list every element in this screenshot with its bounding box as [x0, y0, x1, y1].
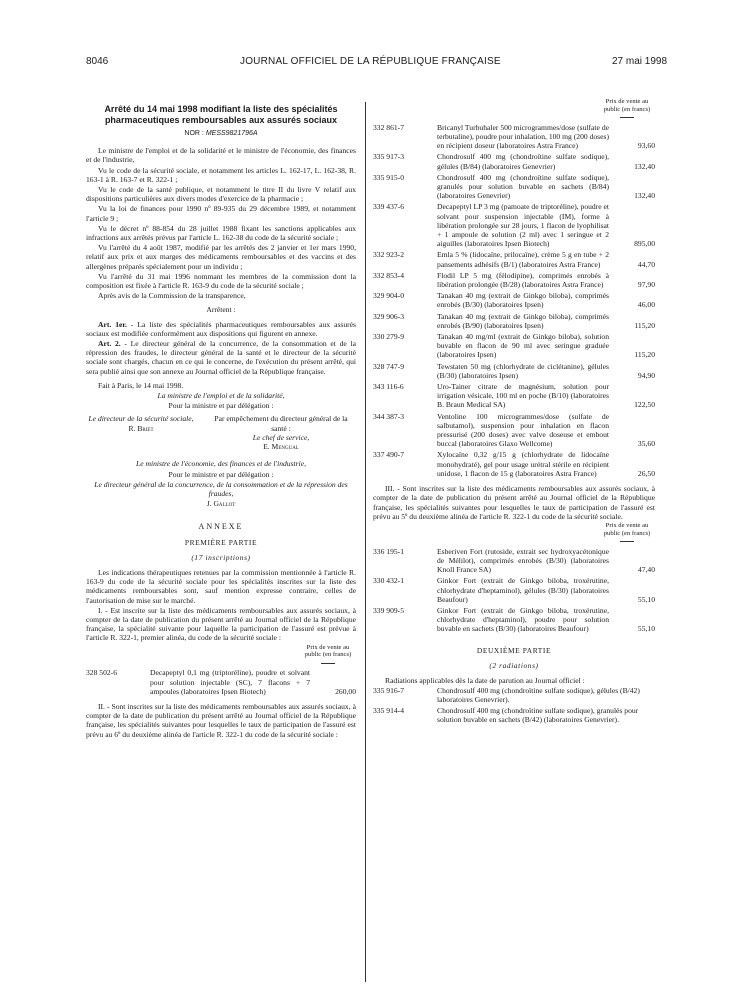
public-price: 44,70: [637, 259, 655, 269]
minister-1: La ministre de l'emploi et de la solidarité,: [157, 391, 285, 401]
cip-code: 339 437-6: [373, 202, 405, 212]
public-price: 47,40: [637, 565, 655, 575]
public-price: 115,20: [634, 320, 655, 330]
product-description: Esberiven Fort (rutoside, extrait sec hydroxyacétonique de Mélilot), comprimés enrobés (B/30) (laboratoires Knoll France SA): [437, 546, 609, 575]
product-description: Chondrosulf 400 mg (chondroïtine sulfate sodique), granulés pour solution buvable en sachets (B/42) (laboratoires Genevrier).: [437, 705, 639, 724]
public-price: 93,60: [637, 141, 655, 151]
entries-part-1: [86, 668, 356, 696]
product-description: Emla 5 % (lidocaïne, prilocaïne), crème 5 g en tube + 2 pansements adhésifs (B/1) (laboratoires Astra France): [437, 250, 609, 269]
signature-left: [86, 414, 196, 451]
page-number: 8046: [86, 56, 109, 67]
signature-right-intro: Par empêchement du directeur général de la santé :: [214, 414, 348, 433]
part-3-text: III. - Sont inscrites sur la liste des médicaments remboursables aux assurés sociaux, à compter de la date de publication du présent arrêté au Journal officiel de la République française, les spécialités suivantes pour lesquelles le taux de participation de l'assuré est prévu au 5º du deuxième alinéa de l'article R. 322-1 du code de la sécurité sociale.: [373, 484, 655, 521]
public-price: 55,10: [637, 624, 655, 634]
signature-3-name: J. Gallot: [206, 499, 236, 509]
column-divider: [365, 102, 366, 982]
public-price: 46,00: [637, 300, 655, 310]
radiations-count: (2 radiations): [489, 660, 539, 670]
product-description: Uro-Tainer citrate de magnésium, solution pour irrigation vésicale, 100 ml en poche (B/10) (laboratoires B. Braun Medical SA): [437, 382, 609, 410]
cip-code: 335 915-0: [373, 172, 405, 182]
list-entry: [373, 362, 655, 380]
product-description: Ginkor Fort (extrait de Ginkgo biloba, troxérutine, chlorhydrate d'heptaminol), gélules (B/30) (laboratoires Beaufour): [437, 576, 609, 604]
cip-code: 339 909-5: [373, 605, 405, 615]
product-description: Bricanyl Turbuhaler 500 microgrammes/dose (sulfate de terbutaline), poudre pour inhalation, 100 mg (200 doses) en récipient doseur (laboratoires Astra France): [437, 122, 609, 151]
list-entry: [86, 668, 356, 696]
list-entry: [373, 547, 655, 575]
issue-date: 27 mai 1998: [612, 56, 668, 67]
price-header-right-text: Prix de vente au public (en francs): [603, 98, 651, 113]
cip-code: 330 432-1: [373, 576, 405, 586]
cip-code: 328 747-9: [373, 361, 405, 371]
radiation-entry: [373, 706, 655, 724]
decree-title: Arrêté du 14 mai 1998 modifiant la liste des spécialités pharmaceutiques remboursables aux assurés sociaux: [104, 104, 338, 125]
right-column: [373, 98, 655, 725]
list-entry: [373, 250, 655, 268]
price-header-left-text: Prix de vente au public (en francs): [304, 643, 352, 659]
price-header-right-2: [599, 522, 655, 545]
annex-intro: Les indications thérapeutiques retenues par la commission mentionnée à l'article R. 163-9 du code de la sécurité sociale pour les spécialités inscrites sur la liste des médicaments remboursables sont, sauf mention expresse contraire, celles de l'autorisation de mise sur le marché.: [86, 567, 356, 605]
signature-row: [86, 414, 356, 451]
public-price: 97,90: [637, 280, 655, 290]
list-entry: [373, 450, 655, 478]
preamble-paragraph: Vu le code de la sécurité sociale, et notamment les articles L. 162-17, L. 162-38, R. 163-1 à R. 163-7 et R. 322-1 ;: [86, 165, 356, 184]
part-1-text: I. - Est inscrite sur la liste des médicaments remboursables aux assurés sociaux, à compter de la date de publication du présent arrêté au Journal officiel de la République française, la spécialité suivante pour laquelle la participation de l'assuré est prévue à l'article R. 322-1, premier alinéa, du code de la sécurité sociale :: [86, 605, 356, 643]
public-price: 260,00: [335, 686, 356, 696]
cip-code: 336 195-1: [373, 546, 405, 556]
cip-code: 335 914-4: [373, 705, 405, 715]
article-2: [86, 339, 356, 376]
public-price: 94,90: [637, 370, 655, 380]
signature-right-name: E. Mengual: [263, 442, 299, 452]
article-2-label: Art. 2.: [98, 339, 121, 349]
cip-code: 343 116-6: [373, 382, 404, 392]
minister-2: Le ministre de l'économie, des finances et de l'industrie,: [136, 459, 306, 469]
public-price: 132,40: [634, 161, 655, 171]
list-entry: [373, 382, 655, 410]
cip-code: 332 923-2: [373, 250, 405, 260]
cip-code: 335 917-3: [373, 152, 405, 162]
preamble-paragraph: Vu le code de la santé publique, et notamment le titre II du livre V relatif aux dispositions particulières aux divers modes d'exercice de la pharmacie ;: [86, 185, 356, 204]
radiations-intro: Radiations applicables dès la date de parution au Journal officiel :: [385, 675, 585, 685]
nor-reference: [86, 129, 356, 138]
list-entry: [373, 412, 655, 449]
cip-code: 330 279-9: [373, 332, 405, 342]
price-header-right-2-text: Prix de vente au public (en francs): [603, 521, 651, 537]
product-description: Xylocaïne 0,32 g/15 g (chlorhydrate de lidocaïne monohydraté), gel pour usage urétral stérile en récipient unidose, 1 flacon de 15 g (laboratoires Astra France): [437, 450, 609, 478]
list-entry: [373, 271, 655, 289]
premiere-partie: PREMIÈRE PARTIE: [184, 537, 258, 547]
list-entry: [373, 332, 655, 360]
signature-right: [206, 414, 356, 451]
product-description: Tanakan 40 mg (extrait de Ginkgo biloba), comprimés enrobés (B/30) (laboratoires Ipsen): [437, 291, 609, 310]
preamble-paragraph: Vu l'arrêté du 4 août 1987, modifié par les arrêtés des 2 janvier et 1er mars 1990, relatif aux prix et aux marges des médicaments remboursables et des vaccins et des allergènes préparés spécialement pour un individu ;: [86, 243, 356, 271]
inscriptions-count: (17 inscriptions): [191, 552, 251, 562]
list-entry: [373, 152, 655, 170]
radiation-entries: [373, 686, 655, 724]
cip-code: 337 490-7: [373, 450, 405, 460]
entries-part-3: [373, 547, 655, 634]
radiation-entry: [373, 686, 655, 704]
preamble-paragraph: Vu le décret nº 88-854 du 28 juillet 1988 fixant les sanctions applicables aux infractions aux arrêtés prévus par l'article L. 162-38 du code de la sécurité sociale ;: [86, 223, 356, 243]
signature-right-role: Le chef de service,: [252, 432, 310, 442]
product-description: Chondrosulf 400 mg (chondroïtine sulfate sodique), gélules (B/42) laboratoires Genevrier).: [437, 686, 640, 705]
signature-3-role: Le directeur général de la concurrence, de la consommation et de la répression des fraudes,: [94, 479, 348, 498]
preamble-paragraph: Vu l'arrêté du 31 mai 1996 nommant les membres de la commission dont la composition est fixée à l'article R. 163-9 du code de la sécurité sociale ;: [86, 271, 356, 291]
product-description: Tewstaten 50 mg (chlorhydrate de ciclétanine), gélules (B/30) (laboratoires Ipsen): [437, 361, 609, 380]
article-2-text: - Le directeur général de la concurrence, de la consommation et de la répression des fraudes, le directeur général de la santé et le directeur de la sécurité sociale sont chargés, chacun en ce qui le concerne, de l'exécution du présent arrêté, qui sera publié ainsi que son annexe au Journal officiel de la République française.: [86, 339, 356, 376]
part-2-text: II. - Sont inscrites sur la liste des médicaments remboursables aux assurés sociaux, à compter de la date de publication du présent arrêté au Journal officiel de la République française, les spécialités suivantes pour lesquelles le taux de participation de l'assuré est prévu au 6º du deuxième alinéa de l'article R. 322-1 du code de la sécurité sociale :: [86, 701, 356, 739]
public-price: 895,00: [634, 239, 655, 249]
public-price: 115,20: [634, 350, 655, 360]
product-description: Flodil LP 5 mg (félodipine), comprimés enrobés à libération prolongée (B/28) (laboratoires Astra France): [437, 270, 609, 290]
price-header-right: [599, 98, 655, 121]
product-description: Decapeptyl LP 3 mg (pamoate de triptoréline), poudre et solvant pour suspension injectable (IM), forme à libération prolongée sur 28 jours, 1 flacon de lyophilisat + 1 ampoule de solution (2 ml) avec 1 seringue et 2 aiguilles (laboratoires Ipsen Biotech): [437, 202, 609, 249]
arretent: Arrêtent :: [206, 305, 236, 315]
preamble-paragraph: Vu la loi de finances pour 1990 nº 89-935 du 29 décembre 1989, et notamment l'article 9 ;: [86, 204, 356, 223]
product-description: Tanakan 40 mg/ml (extrait de Ginkgo biloba), solution buvable en flacon de 90 ml avec seringue graduée (laboratoires Ipsen): [437, 332, 609, 360]
public-price: 35,60: [637, 439, 655, 449]
product-description: Decapeptyl 0,1 mg (triptoréline), poudre et solvant pour solution injectable (SC), 7 flacons + 7 ampoules (laboratoires Ipsen Biotech): [150, 668, 310, 696]
signature-left-name: R. Briet: [128, 423, 154, 433]
cip-code: 329 904-0: [373, 291, 405, 301]
delegation-2: Pour le ministre et par délégation :: [168, 469, 274, 479]
article-1-label: Art. 1er.: [98, 319, 127, 329]
delegation-1: Pour la ministre et par délégation :: [168, 401, 274, 411]
preamble: [86, 146, 356, 300]
cip-code: 332 861-7: [373, 122, 405, 132]
cip-code: 344 387-3: [373, 411, 405, 421]
fait-a-paris: Fait à Paris, le 14 mai 1998.: [98, 380, 184, 390]
preamble-paragraph: Après avis de la Commission de la transparence,: [98, 291, 246, 301]
article-1-text: - La liste des spécialités pharmaceutiques remboursables aux assurés sociaux est modifiée conformément aux dispositions qui figurent en annexe.: [86, 319, 357, 338]
product-description: Chondrosulf 400 mg (chondroïtine sulfate sodique), gélules (B/84) (laboratoires Genevrier): [437, 152, 609, 171]
deuxieme-partie: DEUXIÈME PARTIE: [476, 645, 552, 655]
left-column: [86, 104, 356, 740]
product-description: Chondrosulf 400 mg (chondroïtine sulfate sodique), granulés pour solution buvable en sachets (B/84) (laboratoires Genevrier): [437, 172, 609, 201]
list-entry: [373, 312, 655, 330]
public-price: 55,10: [637, 594, 655, 604]
list-entry: [373, 123, 655, 151]
product-description: Tanakan 40 mg (extrait de Ginkgo biloba), comprimés enrobés (B/90) (laboratoires Ipsen): [437, 311, 609, 330]
cip-code: 329 906-3: [373, 311, 405, 321]
cip-code: 335 916-7: [373, 686, 405, 696]
list-entry: [373, 173, 655, 201]
list-entry: [373, 202, 655, 248]
product-description: Ventoline 100 microgrammes/dose (sulfate de salbutamol), suspension pour inhalation en flacon pressurisé (200 doses) avec valve doseuse et embout buccal (laboratoires Glaxo Wellcome): [437, 411, 609, 449]
entries-part-2: [373, 123, 655, 478]
list-entry: [373, 291, 655, 309]
journal-title: JOURNAL OFFICIEL DE LA RÉPUBLIQUE FRANÇAISE: [240, 56, 501, 67]
cip-code: 328 502-6: [86, 668, 118, 678]
signature-left-role: Le directeur de la sécurité sociale,: [88, 414, 194, 424]
nor-label: NOR :: [184, 130, 204, 137]
page-header: [0, 56, 731, 70]
list-entry: [373, 606, 655, 634]
preamble-paragraph: Le ministre de l'emploi et de la solidarité et le ministre de l'économie, des finances et de l'industrie,: [86, 146, 356, 165]
public-price: 132,40: [634, 191, 655, 201]
cip-code: 332 853-4: [373, 270, 405, 280]
list-entry: [373, 576, 655, 604]
product-description: Ginkor Fort (extrait de Ginkgo biloba, troxérutine, chlorhydrate d'heptaminol), poudre pour solution buvable en sachets (B/30) (laboratoires Beaufour): [437, 605, 609, 634]
nor-code: MESS9821796A: [205, 130, 258, 137]
article-1: [86, 320, 356, 338]
public-price: 26,50: [637, 468, 655, 478]
price-header-left: [300, 644, 356, 667]
annexe-heading: ANNEXE: [198, 522, 244, 532]
public-price: 122,50: [634, 400, 655, 410]
